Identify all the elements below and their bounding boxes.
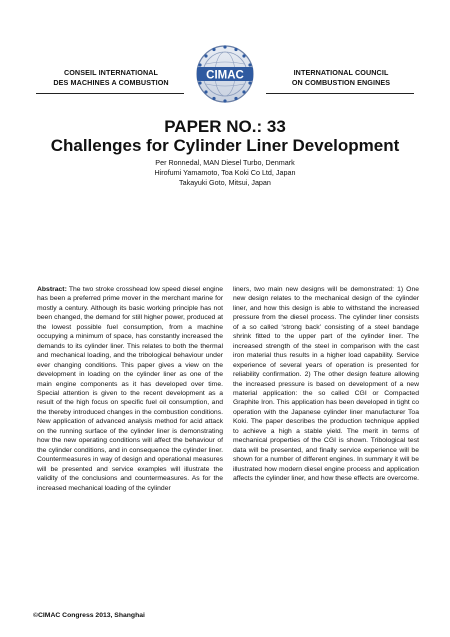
header-right-rule [266,93,414,94]
abstract-right-column [233,285,419,484]
abstract-left-text: The two stroke crosshead low speed diesel engine has been a preferred prime mover in the merchant marine for mostly a century. Although its basic working principle has not been changed, the demand for still higher power, produced at the lowest possible fuel consumption, from a machine occupying a minimum of space, has constantly increased the demands to its cylinder liner. This relates to both the thermal and mechanical loading, and the tribological behaviour under ever changing conditions. This paper gives a view on the development in loading on the cylinder liner as one of the main engine components as it has developed over time. Special attention is given to the recent development as a result of the high focus on specific fuel oil consumption, and the thereby introduced changes in the combustion conditions. New application of advanced analysis method for acid attack on the running surface of the cylinder liner is demonstrating how the new operating conditions will affect the behaviour of the cylinder conditions, and in consequence the cylinder liner. Countermeasures in way of design and operational measures will be presented and service examples will illustrate the validity of the conclusions and countermeasures. As for the increased mechanical loading of the cylinder [37,286,223,492]
paper-number: PAPER NO.: 33 [164,117,286,136]
header-left-line2: DES MACHINES A COMBUSTION [53,78,169,87]
header-left-line1: CONSEIL INTERNATIONAL [63,68,159,77]
header-right-line1: INTERNATIONAL COUNCIL [293,68,389,77]
header-left-rule [36,93,184,94]
abstract-left-column [37,285,223,493]
author-2: Hirofumi Yamamoto, Toa Koki Co Ltd, Japan [154,168,296,177]
authors [0,158,450,188]
author-1: Per Ronnedal, MAN Diesel Turbo, Denmark [155,158,295,167]
footer-copyright: ©CIMAC Congress 2013, Shanghai [33,612,145,619]
header-right [266,68,416,88]
cimac-logo-icon [190,40,260,108]
author-3: Takayuki Goto, Mitsui, Japan [179,178,271,187]
logo-text: CIMAC [206,69,244,82]
paper-title: Challenges for Cylinder Liner Development [50,136,400,155]
header-left [36,68,186,88]
header-right-line2: ON COMBUSTION ENGINES [291,78,391,87]
abstract-right-text: liners, two main new designs will be demonstrated: 1) One new design relates to the mechanical design of the cylinder liner, and how this design is able to withstand the increased pressure from the diesel process. The cylinder liner consists of a so called ‘strong back’ consisting of a steel bandage shrink fitted to the upper part of the cylinder liner. The increased strength of the steel in comparison with the cast iron material thus results in a higher load capability. Service experience of several years of operation is presented for reliability confirmation. 2) The other design feature allowing the increased pressure is based on development of a new material application: the so called CGI or Compacted Graphite Iron. This application has been developed in tight co operation with the Japanese cylinder liner manufacturer Toa Koki. The paper describes the production technique applied to achieve a high a stable yield. The merit in terms of mechanical properties of the CGI is shown. Tribological test data will be presented, and finally service experience will be shown for a number of different engines. In summary it will be illustrated how modern diesel engine process and application affects the cylinder liner, and how these effects are overcome. [233,286,420,483]
abstract-label: Abstract: [37,286,67,293]
